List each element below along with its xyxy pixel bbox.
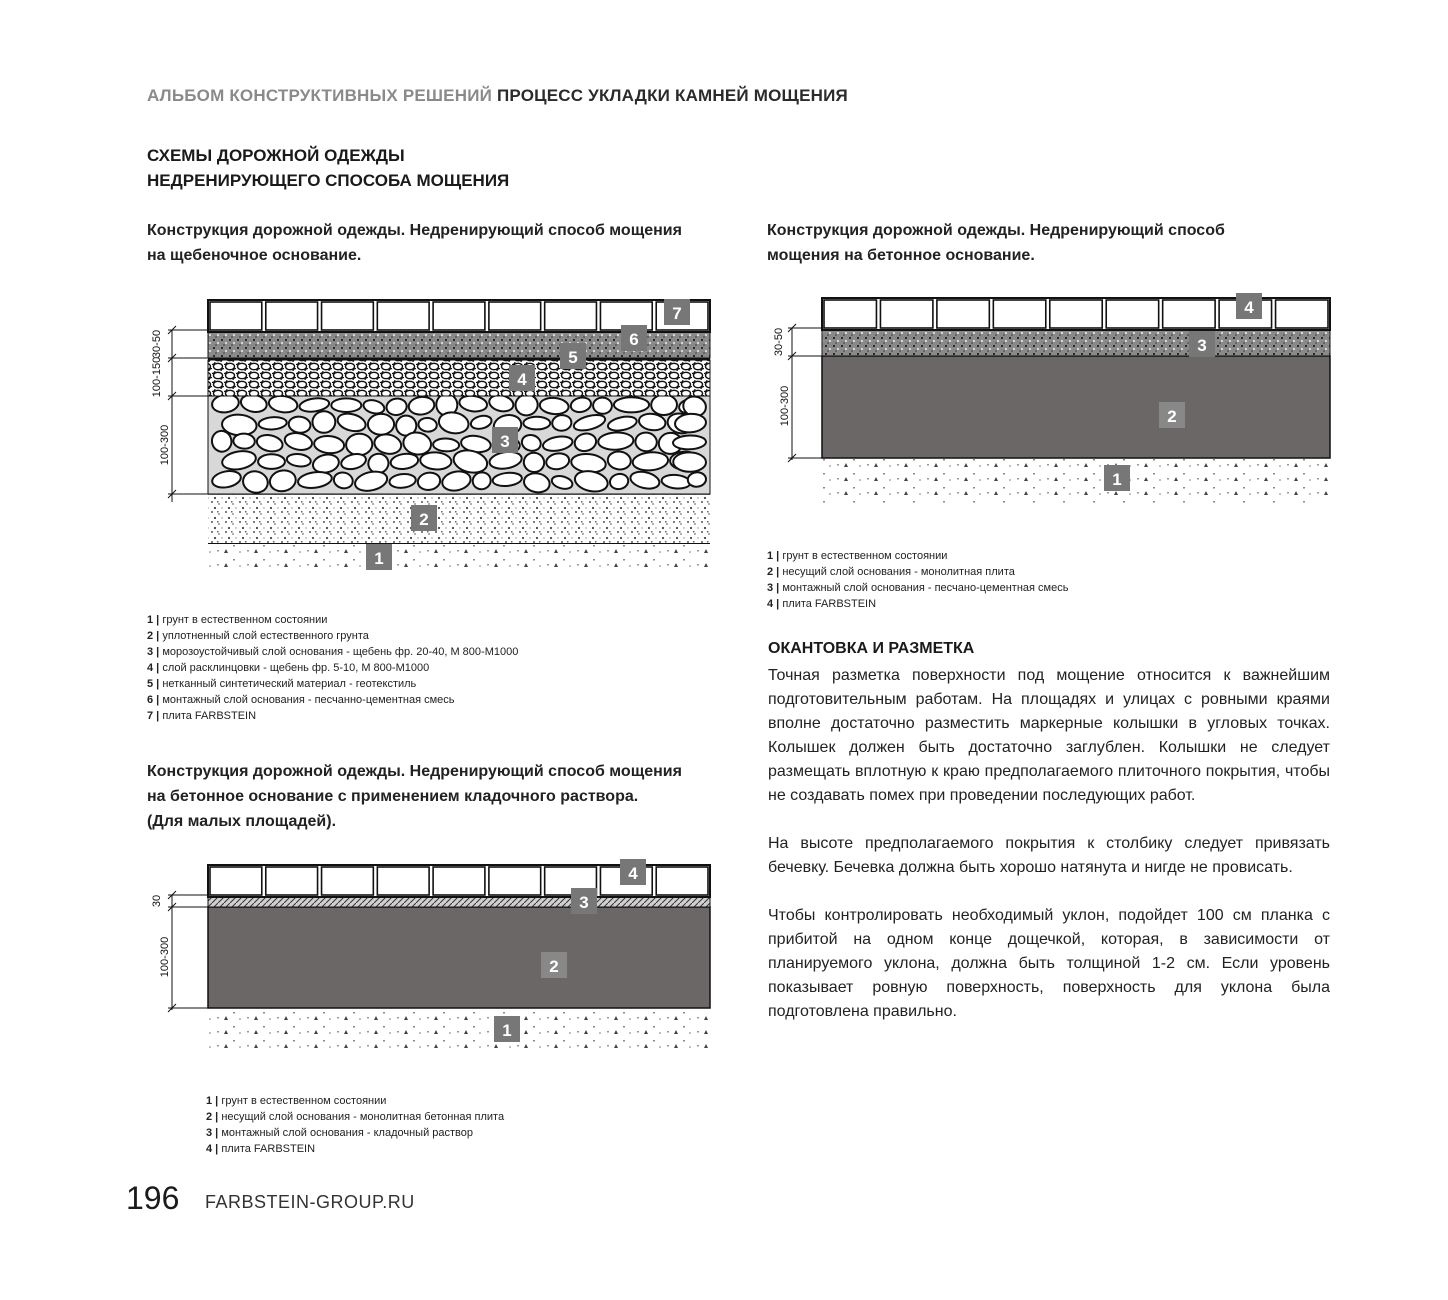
legend-number: 4 | [767,598,783,610]
svg-text:4: 4 [628,864,638,883]
layer-fine-gravel [208,360,710,396]
dim-label: 100-150 [151,356,163,398]
layer-natural-soil [208,1008,710,1053]
stone [687,472,706,488]
layer-concrete-slab [208,907,710,1008]
paver-block [545,302,597,330]
label-box [541,952,567,978]
dimension-lines [168,326,212,502]
stone [346,433,373,456]
marking-title: ОКАНТОВКА И РАЗМЕТКА [768,640,975,657]
stone [673,435,706,450]
stone [651,394,677,415]
stone [593,397,613,414]
legend-text: монтажный слой основания - песчанно-цементная смесь [162,694,455,706]
legend-item [147,644,518,660]
legend-text: грунт в естественном состоянии [221,1095,387,1107]
process-title: ПРОЦЕСС УКЛАДКИ КАМНЕЙ МОЩЕНИЯ [496,86,848,105]
stone [673,452,706,472]
diagram1-title-line2: на щебеночное основание. [147,247,362,264]
legend-item [147,676,518,692]
layer-coarse-stone [208,392,710,495]
legend-number: 4 | [206,1143,222,1155]
layer-sand-cement [822,330,1330,356]
site-url: FARBSTEIN-GROUP.RU [205,1192,415,1212]
label-box [411,505,437,531]
legend-item [767,548,1068,564]
stone [433,438,459,452]
paver-block [1050,300,1102,328]
label-box [492,427,518,453]
running-header [147,86,848,106]
legend-text: грунт в естественном состоянии [782,550,948,562]
label-box [494,1016,520,1042]
legend-number: 7 | [147,710,163,722]
label-box [1236,293,1262,319]
stone [551,414,572,432]
diagram2-title-line2: мощения на бетонное основание. [767,247,1035,264]
legend-number: 2 | [147,630,163,642]
legend-number: 3 | [147,646,163,658]
legend-number: 2 | [767,566,783,578]
svg-text:3: 3 [500,432,510,451]
diagram3-legend [206,1093,504,1157]
marking-paragraph: Точная разметка поверхности под мощение относится к важнейшим подготовительным работам. На площадях и улицах с ровными краями вполне достаточно разместить маркерные колышки в угловых точках. Колышек должен быть достаточно заглублен. Колышки не следует размещать вплотную к краю предполагаемого плиточного покрытия, чтобы не создавать помех при проведении последующих работ. [768,667,1330,804]
label-box [1104,465,1130,491]
legend-number: 3 | [767,582,783,594]
legend-item [147,692,518,708]
paver-block [377,867,429,895]
paver-block [266,867,318,895]
layer-compacted-soil [208,494,710,543]
section-title-line1: СХЕМЫ ДОРОЖНОЙ ОДЕЖДЫ [147,146,405,165]
label-box [621,325,647,351]
diagram3-cross-section [140,855,730,1060]
marking-text [768,664,1330,1048]
paver-block [1106,300,1158,328]
svg-text:2: 2 [1167,407,1177,426]
dim-label: 100-300 [159,936,171,978]
legend-text: монтажный слой основания - кладочный раствор [221,1127,474,1139]
legend-item [206,1141,504,1157]
paver-block [433,302,485,330]
layer-concrete-slab [822,356,1330,458]
album-title: АЛЬБОМ КОНСТРУКТИВНЫХ РЕШЕНИЙ [147,86,493,105]
legend-text: несущий слой основания - монолитная плита [782,566,1015,578]
dim-label: 100-300 [779,385,791,427]
marking-paragraph: Чтобы контролировать необходимый уклон, подойдет 100 см планка с прибитой на одном конце дощечкой, которая, в зависимости от планируемого уклона, должна быть толщиной 1-2 см. Если уровень показывает ровную поверхность, поверхность для уклона была подготовлена правильно. [768,907,1330,1020]
diagram2-cross-section [760,288,1340,508]
paver-block [433,867,485,895]
diagram3-title [147,759,682,834]
paver-block [1276,300,1328,328]
stone [312,410,336,433]
diagram3-title-line3: (Для малых площадей). [147,813,337,830]
diagram1-legend [147,612,518,724]
legend-text: грунт в естественном состоянии [162,614,328,626]
section-title [147,143,509,193]
diagram3-title-line1: Конструкция дорожной одежды. Недренирующий способ мощения [147,763,682,780]
legend-number: 1 | [147,614,163,626]
dim-label: 30-50 [151,329,163,359]
stone [523,417,550,430]
paver-block [656,867,708,895]
layer-masonry-mortar [208,897,710,907]
layer-natural-soil [208,543,710,573]
diagram1-cross-section [140,290,730,580]
legend-text: слой расклинцовки - щебень фр. 5-10, М 800-М1000 [162,662,430,674]
paver-block [824,300,876,328]
svg-text:7: 7 [672,304,682,323]
legend-item [147,628,518,644]
label-box [664,299,690,325]
diagram3-title-line2: на бетонное основание с применением кладочного раствора. [147,788,639,805]
svg-text:4: 4 [517,370,527,389]
legend-number: 1 | [206,1095,222,1107]
legend-text: несущий слой основания - монолитная бетонная плита [221,1111,505,1123]
stone [614,397,649,412]
svg-text:5: 5 [568,348,578,367]
paver-block [322,302,374,330]
diagram2-title-line1: Конструкция дорожной одежды. Недренирующий способ [767,222,1225,239]
paver-block [489,302,541,330]
svg-text:4: 4 [1244,298,1254,317]
paver-block [210,867,262,895]
dimension-lines [168,891,212,1012]
legend-item [147,660,518,676]
section-title-line2: НЕДРЕНИРУЮЩЕГО СПОСОБА МОЩЕНИЯ [147,171,510,190]
legend-number: 1 | [767,550,783,562]
legend-item [767,596,1068,612]
diagram1-title [147,218,682,268]
legend-text: нетканный синтетический материал - геотекстиль [162,678,417,690]
paver-block [937,300,989,328]
legend-text: морозоустойчивый слой основания - щебень фр. 20-40, М 800-М1000 [162,646,519,658]
svg-text:3: 3 [579,893,589,912]
label-box [509,365,535,391]
legend-number: 4 | [147,662,163,674]
legend-number: 6 | [147,694,163,706]
legend-text: плита FARBSTEIN [221,1143,316,1155]
paver-block [266,302,318,330]
label-box [571,888,597,914]
legend-text: уплотненный слой естественного грунта [162,630,369,642]
paver-block [880,300,932,328]
paver-block [210,302,262,330]
legend-text: плита FARBSTEIN [162,710,257,722]
dim-label: 100-300 [159,424,171,466]
legend-number: 3 | [206,1127,222,1139]
dim-label: 30 [151,894,163,908]
svg-text:1: 1 [374,549,384,568]
legend-item [206,1125,504,1141]
diagram2-title [767,218,1225,268]
svg-text:1: 1 [1112,470,1122,489]
dim-label: 30-50 [773,327,785,357]
legend-number: 5 | [147,678,163,690]
legend-item [206,1093,504,1109]
svg-text:2: 2 [419,510,429,529]
layer-natural-soil [822,458,1330,503]
label-box [1189,331,1215,357]
legend-item [767,564,1068,580]
paver-block [489,867,541,895]
paver-block [1163,300,1215,328]
dimension-lines [788,324,826,462]
label-box [1159,402,1185,428]
legend-item [147,612,518,628]
stone [233,433,255,449]
legend-text: плита FARBSTEIN [782,598,877,610]
label-box [620,859,646,885]
diagram2-legend [767,548,1068,612]
label-box [560,343,586,369]
diagram1-title-line1: Конструкция дорожной одежды. Недренирующий способ мощения [147,222,682,239]
label-box [366,544,392,570]
legend-item [767,580,1068,596]
svg-text:3: 3 [1197,336,1207,355]
stone [258,454,285,469]
svg-text:6: 6 [629,330,639,349]
page-number: 196 [126,1180,180,1216]
legend-item [147,708,518,724]
paver-block [993,300,1045,328]
stone [418,417,438,432]
paver-block [322,867,374,895]
legend-number: 2 | [206,1111,222,1123]
stone [331,398,361,412]
legend-item [206,1109,504,1125]
stone [368,414,395,435]
paver-block [377,302,429,330]
svg-text:2: 2 [549,957,559,976]
svg-text:1: 1 [502,1021,512,1040]
marking-paragraph: На высоте предполагаемого покрытия к столбику следует привязать бечевку. Бечевка должна быть хорошо натянута и нигде не провисать. [768,835,1330,876]
legend-text: монтажный слой основания - песчано-цементная смесь [782,582,1069,594]
